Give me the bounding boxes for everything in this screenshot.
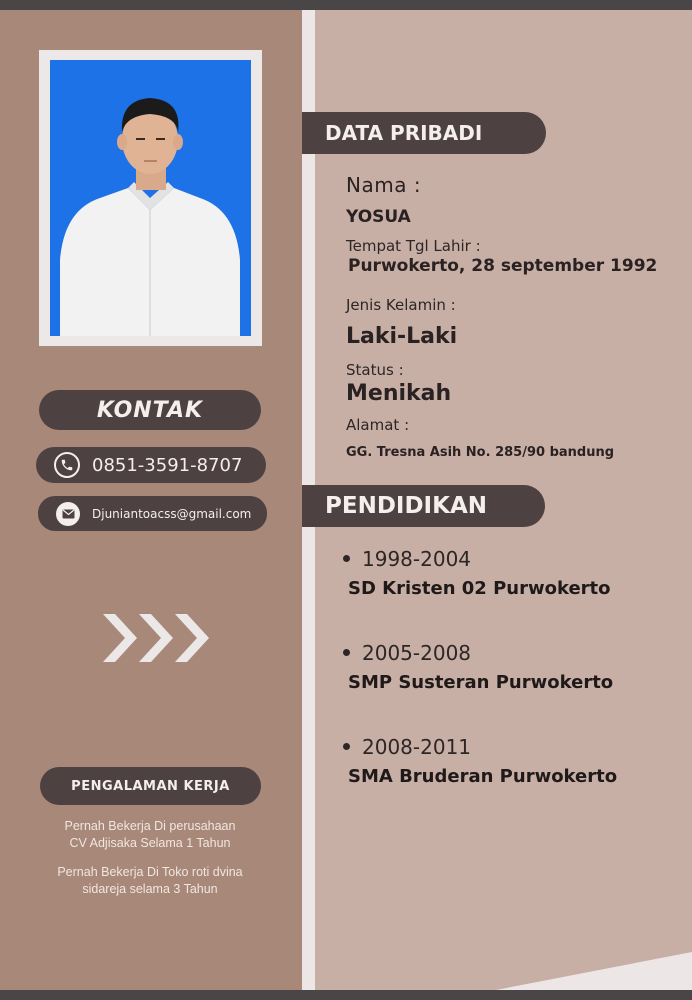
experience-item-2 bbox=[30, 864, 270, 898]
cv-page bbox=[0, 10, 692, 990]
education-years: 1998-2004 bbox=[362, 547, 472, 571]
phone-icon bbox=[54, 452, 80, 478]
name-value: YOSUA bbox=[346, 207, 411, 227]
education-school-3: SMA Bruderan Purwokerto bbox=[348, 766, 618, 787]
personal-data-header bbox=[302, 112, 546, 154]
education-years: 2005-2008 bbox=[362, 641, 472, 665]
education-year-3 bbox=[343, 735, 471, 759]
bullet-icon bbox=[343, 743, 350, 750]
gender-value: Laki-Laki bbox=[346, 324, 458, 349]
education-school-2: SMP Susteran Purwokerto bbox=[348, 672, 614, 693]
experience-title: PENGALAMAN KERJA bbox=[71, 778, 230, 794]
birth-value: Purwokerto, 28 september 1992 bbox=[348, 256, 658, 276]
education-years: 2008-2011 bbox=[362, 735, 472, 759]
status-label: Status : bbox=[346, 361, 404, 379]
education-year-2 bbox=[343, 641, 471, 665]
education-header bbox=[302, 485, 545, 527]
address-label: Alamat : bbox=[346, 416, 410, 434]
phone-number: 0851-3591-8707 bbox=[92, 454, 243, 476]
profile-photo bbox=[50, 60, 251, 336]
gender-label: Jenis Kelamin : bbox=[346, 296, 456, 314]
email-pill[interactable] bbox=[38, 496, 267, 531]
status-value: Menikah bbox=[346, 381, 452, 406]
bullet-icon bbox=[343, 649, 350, 656]
birth-label: Tempat Tgl Lahir : bbox=[346, 237, 481, 255]
experience-item-1 bbox=[30, 818, 270, 852]
corner-decoration bbox=[496, 952, 692, 990]
chevrons-decoration bbox=[101, 608, 213, 668]
name-label: Nama : bbox=[346, 173, 422, 197]
bullet-icon bbox=[343, 555, 350, 562]
experience-line: sidareja selama 3 Tahun bbox=[82, 882, 218, 896]
phone-pill[interactable] bbox=[36, 447, 266, 483]
address-value: GG. Tresna Asih No. 285/90 bandung bbox=[346, 445, 615, 460]
email-address: Djuniantoacss@gmail.com bbox=[92, 506, 252, 521]
experience-line: Pernah Bekerja Di perusahaan bbox=[64, 819, 236, 833]
contact-title: KONTAK bbox=[96, 397, 204, 423]
photo-frame bbox=[39, 50, 262, 346]
experience-header bbox=[40, 767, 261, 805]
education-year-1 bbox=[343, 547, 471, 571]
mail-icon bbox=[56, 502, 80, 526]
education-title: PENDIDIKAN bbox=[325, 493, 487, 519]
education-school-1: SD Kristen 02 Purwokerto bbox=[348, 578, 611, 599]
person-silhouette bbox=[50, 60, 251, 336]
experience-line: Pernah Bekerja Di Toko roti dvina bbox=[57, 865, 243, 879]
experience-line: CV Adjisaka Selama 1 Tahun bbox=[69, 836, 231, 850]
personal-data-title: DATA PRIBADI bbox=[325, 121, 483, 145]
contact-header bbox=[39, 390, 261, 430]
